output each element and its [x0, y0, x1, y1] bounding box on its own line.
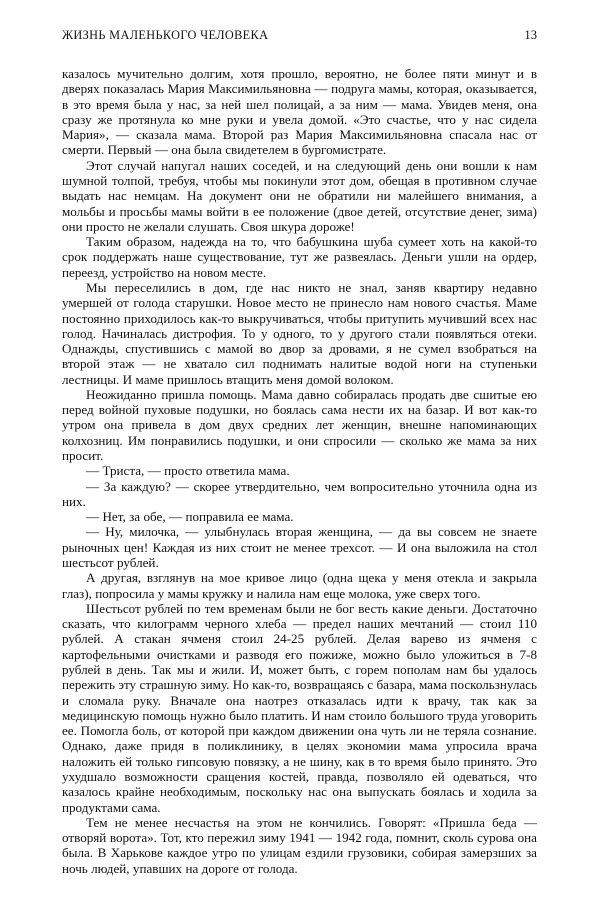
paragraph: — За каждую? — скорее утвердительно, чем вопросительно уточнила одна из них. [62, 478, 537, 509]
paragraph: — Триста, — просто ответила мама. [86, 463, 290, 479]
paragraph: А другая, взглянув на мое кривое лицо (одна щека у меня отекла и закрыла глаз), попросила у мамы кружку и налила нам еще молока, уже сверх того. [62, 570, 537, 601]
paragraph: Тем не менее несчастья на этом не кончились. Говорят: «Пришла беда — отворяй ворота». Тот, кто пережил зиму 1941 — 1942 года, помнит, сколь сурова она была. В Харькове каждое утро по улицам ездили грузовики, собирая замерзших за ночь людей, упавших на дороге от голода. [62, 814, 537, 876]
running-head [62, 28, 537, 48]
paragraph: — Нет, за обе, — поправила ее мама. [86, 509, 294, 525]
paragraph: Шестьсот рублей по тем временам были не бог весть какие деньги. Достаточно сказать, что килограмм черного хлеба — предел наших мечтаний — стоил 110 рублей. А стакан ячменя стоил 24-25 рублей. Делая варево из ячменя с картофельными очистками и разводя его пожиже, можно было уложиться в 7-8 рублей в день. Так мы и жили. И, может быть, с горем пополам нам бы удалось пережить эту страшную зиму. Но как-то, возвращаясь с базара, мама поскользнулась и сломала руку. Вначале она наотрез отказалась идти к врачу, так как за медицинскую помощь нужно было платить. И нам стоило большого труда уговорить ее. Помогла боль, от которой при каждом движении она чуть ли не теряла сознание. Однако, даже придя в поликлинику, в целях экономии мама упросила врача наложить ей только гипсовую повязку, а не шину, как в то время было принято. Это ухудшало возможности сращения костей, правда, позволяло ей одеваться, что казалось крайне необходимым, поскольку нас она выпускать боялась и ходила за продуктами сама. [62, 600, 537, 815]
page-number: 13 [524, 28, 537, 42]
paragraph: Таким образом, надежда на то, что бабушкина шуба сумеет хоть на какой-то срок поддержать наше существование, тут же развеялась. Деньги ушли на ордер, переезд, устройство на новом месте. [62, 234, 537, 280]
paragraph: казалось мучительно долгим, хотя прошло, вероятно, не более пяти минут и в дверях показалась Мария Максимильяновна — подруга мамы, которая, оказывается, в это время была у нас, за ней шел полицай, а за ним — мама. Увидев меня, она сразу же протянула ко мне руки и увела домой. «Это счастье, что у нас сидела Мария», — сказала мама. Второй раз Мария Максимильяновна спасала нас от смерти. Первый — она была свидетелем в бургомистрате. [62, 66, 537, 158]
paragraph: — Ну, милочка, — улыбнулась вторая женщина, — да вы совсем не знаете рыночных цен! Каждая из них стоит не менее трехсот. — И она выложила на стол шестьсот рублей. [62, 524, 537, 570]
paragraph: Мы переселились в дом, где нас никто не знал, заняв квартиру недавно умершей от голода старушки. Новое место не принесло нам нового счастья. Маме постоянно приходилось как-то выкручиваться, чтобы притупить мучивший всех нас голод. Начиналась дистрофия. То у одного, то у другого стали появляться отеки. Однажды, спустившись с мамой во двор за дровами, я не сумел взобраться на второй этаж — не хватало сил поднимать налитые водой ноги на ступеньки лестницы. И маме пришлось втащить меня домой волоком. [62, 279, 537, 387]
running-head-title: ЖИЗНЬ МАЛЕНЬКОГО ЧЕЛОВЕКА [62, 28, 269, 42]
body-text-block [62, 66, 537, 876]
paragraph: Этот случай напугал наших соседей, и на следующий день они вошли к нам шумной толпой, требуя, чтобы мы покинули этот дом, обещая в противном случае выдать нас немцам. На документ они не обратили ни малейшего внимания, а мольбы и просьбы мамы войти в ее положение (двое детей, отсутствие денег, зима) они просто не желали слушать. Своя шкура дороже! [62, 157, 537, 234]
paragraph: Неожиданно пришла помощь. Мама давно собиралась продать две сшитые ею перед войной пуховые подушки, но боялась сама нести их на базар. И вот как-то утром она привела в дом двух средних лет женщин, внешне напоминающих колхозниц. Им понравились подушки, и они спросили — сколько же мама за них просит. [62, 386, 537, 464]
